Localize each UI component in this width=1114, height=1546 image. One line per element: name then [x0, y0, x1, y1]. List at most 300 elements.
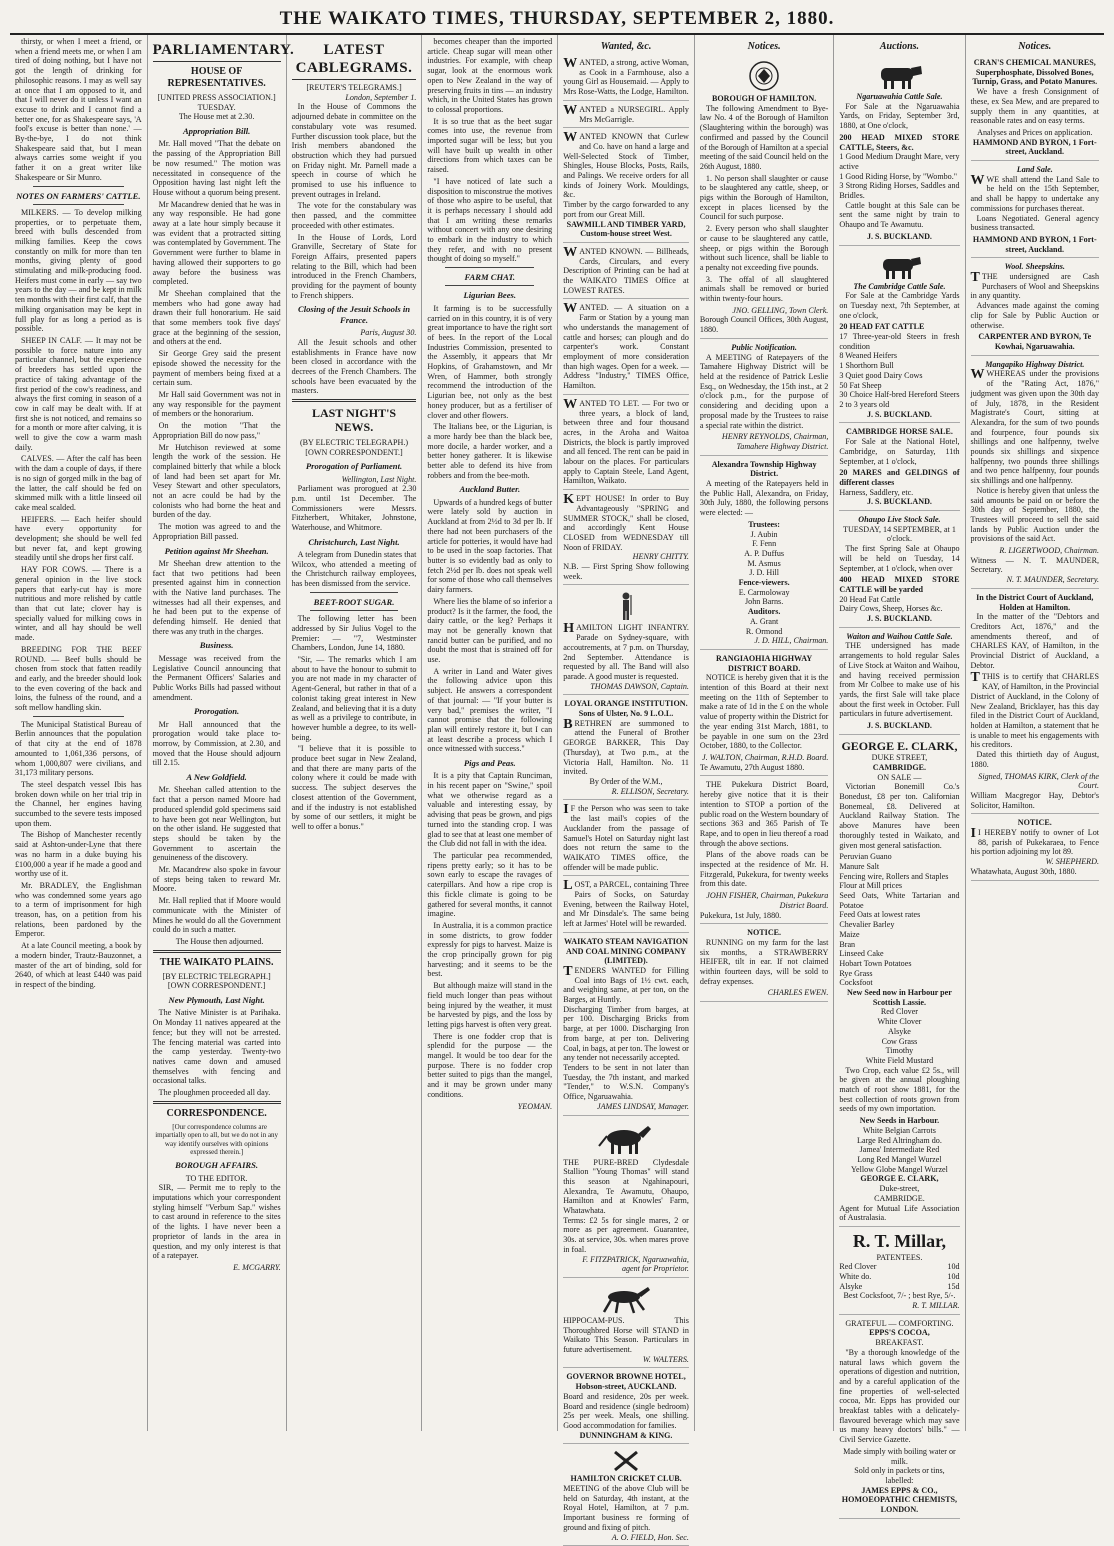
ad-signature: J. WALTON, Chairman, R.H.D. Board. [702, 753, 829, 762]
name-line: F. Fenn [752, 539, 777, 549]
byline: [UNITED PRESS ASSOCIATION.] [157, 93, 276, 102]
product-item: Alsyke [887, 1026, 911, 1036]
ad-signature: JNO. GELLING, Town Clerk. [732, 305, 829, 315]
drop-cap-k: K [563, 492, 575, 508]
drop-cap-t: T [563, 963, 573, 979]
ad-text: WE shall attend the Land Sale to be held on the 15th September, and shall be happy to undertake any commissions for purchases thereat. [970, 174, 1099, 213]
ad-text: ANTED TO LET. — For two or three years, a block of land, between three and four thousand acres, in the Aroha and Waitoa Districts, the block is partly improved and all fenced. The rent can be paid in labour on the places. For particulars apply to Captain Steele, Land Agent, Hamilton, Waikato. [563, 398, 689, 486]
ad-text: THE Pukekura District Board, hereby give notice that it is their intention to STOP a portion of the public road on the Western boundary of sections 363 and 365 Parish of Te Rape, and to open in lieu thereof a road through the above sections. [699, 780, 829, 848]
borough-seal-icon [744, 60, 784, 92]
lot-line: 200 HEAD MIXED STORE CATTLE, Steers, &c. [839, 132, 960, 152]
divider [292, 399, 417, 402]
ad-signature: Signed, THOMAS KIRK, Clerk of the Court. [978, 771, 1099, 791]
subheading: Closing of the Jesuit Schools in France. [298, 304, 410, 325]
article-text: "I believe that it is possible to produce beet sugar in New Zealand, and that there are many parts of the colony where it could be made with success. The subject deserves the closest attention of the Government, and if the industry is not established by some of our settlers, it might be well to offer a bonus." [291, 744, 417, 831]
classified-ad [563, 492, 689, 585]
ad-text: Victorian Bonemill Co.'s Bonedust, £8 per ton. Californian Bonemeal, £8. Delivered at Auckland Railway Station. The above Manures have been thoroughly tested in Waikato, and given most general satisfaction. [839, 782, 960, 850]
ad-heading: Ohaupo Live Stock Sale. [858, 515, 941, 525]
price-item: White do. [839, 1271, 872, 1281]
classified-ad [563, 301, 689, 394]
section-heading: NOTES ON FARMERS' CATTLE. [16, 190, 141, 201]
article-text: Mr. Hall moved "That the debate on the passing of the Appropriation Bill be now resumed." The motion was necessitated in consequence of the Opposition having last night left the House without a quorum being present. [152, 139, 281, 197]
article-text: The Municipal Statistical Bureau of Berlin announces that the population of that city at the end of 1878 amounted to 1,061,336 persons, of whom 1,000,807 were civilians, and 31,173 military persons. [15, 719, 142, 778]
lot-line: 1 Good Medium Draught Mare, very active [839, 152, 960, 171]
lot-line: 50 Fat Sheep [839, 380, 882, 390]
divider [445, 285, 534, 286]
classified-ad [563, 397, 689, 490]
ad-text: OST, a PARCEL, containing Three Pairs of Socks, on Saturday Evening, between the Railway Hotel, and Mr Dinsdale's. The same being left at Jarmes' Hotel will be rewarded. [563, 880, 689, 929]
article-text: Parliament was prorogued at 2.30 p.m. until 1st December. The Commissioners were Messrs. Fitzherbert, Whitaker, Johnstone, Waterhouse, and Whitmore. [291, 484, 417, 533]
article-text: The Italians bee, or the Ligurian, is a more hardy bee than the black bee, more docile, a harder worker, and a better honey gatherer. It is likewise better able to defend its hive from robbers and from the bee-moth. [427, 422, 553, 480]
article-text: BREEDING FOR THE BEEF ROUND. — Beef bulls should be chosen from stock that fatten readily and early, and the breeder should look to the even covering of the back and loins, the fulness of the round, and a soft mellow handling skin. [15, 644, 142, 713]
price-item: Alsyke [839, 1281, 863, 1291]
section-heading: LAST NIGHT'S NEWS. [311, 406, 397, 435]
article-text: The vote for the constabulary was then passed, and the committee proceeded with other estimates. [291, 201, 417, 230]
ad-text: By Order of the W.M., [589, 777, 663, 786]
article-text: The ploughmen proceeded all day. [158, 1088, 271, 1098]
article-text: Sir George Grey said the present episode showed the necessity for the payment of members being fixed at a certain sum. [152, 349, 281, 388]
name-line: M. Asmus [747, 558, 781, 568]
subheading: New Plymouth, Last Night. [168, 995, 265, 1006]
ad-text: RUNNING on my farm for the last six months, a STRAWBERRY HEIFER, tilt in ear. If not claimed within fourteen days, will be sold to defray expenses. [699, 937, 829, 986]
drop-cap-h: H [563, 621, 575, 637]
lot-line: 1 Shorthorn Bull [839, 361, 894, 371]
ad-signature: DUNNINGHAM & KING. [579, 1430, 673, 1440]
masthead [10, 6, 1104, 35]
product-item: Rye Grass [839, 968, 873, 978]
name-line: A. P. Duffus [744, 548, 785, 558]
ad-subheading: Auditors. [747, 607, 781, 617]
wool-ad [971, 260, 1099, 355]
column-6 [695, 35, 834, 1431]
article-text: At a late Council meeting, a book by a modern binder, Trautz-Bauzonnet, a master of the art of binding, sold for 2640, of which at least £440 was paid in respect of the binding. [15, 941, 142, 989]
ad-heading: HAMILTON CRICKET CLUB. [570, 1474, 682, 1484]
ad-heading: Waiton and Waihou Cattle Sale. [846, 631, 953, 641]
ad-text: Te Awamutu, 27th August 1880. [699, 762, 805, 772]
ad-subheading: BREAKFAST. [875, 1338, 924, 1348]
ad-text: ANTED, a strong, active Woman, as Cook in a Farmhouse, also a young Girl as Housemaid. — Apply to Mrs Rose-Watts, the Lodge, Hamilton. [563, 58, 689, 97]
article-text: "I have noticed of late such a disposition to misconstrue the motives of those who aspire to be useful, that it is perhaps necessary I should add that I am writing these remarks without concert with any one desiring to embark in the industry to which they refer, and with no present thought of doing so myself." [427, 176, 553, 264]
ad-heading: GEORGE E. CLARK, [841, 738, 958, 753]
lot-line: Harness, Saddlery, etc. [839, 487, 914, 497]
ad-signature: N. T. MAUNDER, Secretary. [1006, 575, 1099, 585]
ad-subheading: CAMBRIDGE. [872, 762, 927, 772]
ad-signature: SAWMILL AND TIMBER YARD, Custom-house street West. [566, 219, 686, 239]
ad-text: Analyses and Prices on application. [977, 127, 1093, 137]
article-text: All the Jesuit schools and other establishments in France have now been closed in accordance with the decrees of the French Chambers. The schools have been evacuated by the masters. [291, 337, 417, 396]
article-text: HEIFERS. — Each heifer should have every opportunity for development; she should be well fed but never fat, and kept growing steadily until she drops her first calf. [15, 514, 142, 563]
ad-subheading: New Seeds in Harbour. [859, 1116, 940, 1126]
ad-subheading: Trustees: [748, 519, 780, 529]
ad-text: A meeting of the Ratepayers held in the Public Hall, Alexandra, on Friday, 30th July, 1880, the following persons were elected: — [699, 479, 829, 518]
subheading: Ligurian Bees. [463, 290, 517, 301]
article-text: The Bishop of Manchester recently said at Ashton-under-Lyne that there was no harm in a duke buying his £100,000 a year if he made a good and worthy use of it. [15, 830, 142, 879]
lot-line: 3 Quiet good Dairy Cows [839, 370, 923, 380]
ad-heading: Ngaruawahia Cattle Sale. [856, 92, 943, 101]
ad-subheading: ON SALE — [877, 772, 922, 782]
lot-line: 30 Choice Half-bred Hereford Steers 2 to 3 years old [839, 390, 960, 409]
subheading: Christchurch, Last Night. [308, 536, 400, 547]
article-text: HAY FOR COWS. — There is a general opinion in the live stock papers that early-cut hay is more nutritious and more relished by cattle than that cut late; clover hay is specially valued for milking cows in winter, and all hay should be well made. [15, 565, 142, 643]
ad-text: NOTICE is hereby given that it is the intention of this Board at their next meeting on the 11th of September to make a rate of 1d in the £ on the whole value of property within the District for the year ending 31st March, 1881, to be payable in one sum on the 23rd October, 1880, to the Collector. [699, 673, 829, 751]
lot-line: 17 Three-year-old Steers in fresh condition [839, 332, 960, 351]
ad-heading: Alexandra Township Highway District. [711, 459, 817, 479]
article-text: It is a pity that Captain Runciman, in his recent paper on "Swine," spoil what we otherwise regard as a valuable and interesting essay, by advising that peas be grown, and pigs turned into the standing crop. I was glad to see that at least one member of the Club did not fall in with the idea. [427, 771, 553, 849]
ad-signature: CARPENTER AND BYRON, Te Kowhai, Ngaruawahia. [978, 332, 1092, 351]
lot-line: 20 Head Fat Cattle [839, 594, 901, 604]
article-text: CALVES. — After the calf has been with the dam a couple of days, if there is no sign of gorged milk in the bag of the latter, the calf should be fed on skimmed milk with a little linseed oil cake meal scalded. [15, 454, 142, 512]
column-3 [287, 35, 423, 1431]
drop-cap-l: L [563, 878, 573, 894]
product-item: Jamea' Intermediate Red [859, 1145, 940, 1155]
drop-cap-w: W [970, 172, 985, 188]
subheading: HOUSE OF REPRESENTATIVES. [167, 66, 266, 89]
classified-ad [563, 878, 689, 933]
rates-notice [971, 358, 1099, 589]
drop-cap-w: W [563, 396, 578, 412]
ad-text: MEETING of the above Club will be held on Saturday, 4th instant, at the Royal Hotel, Hamilton, at 7 p.m. Important business re forming of ground and fixing of pitch. [563, 1484, 689, 1532]
ad-heading: GOVERNOR BROWNE HOTEL, Hobson-street, AUCKLAND. [566, 1372, 686, 1392]
soldier-illustration [613, 591, 639, 621]
ad-text: "By a thorough knowledge of the natural laws which govern the operations of digestion and nutrition, and by a careful application of the fine properties of well-selected cocoa, Mr. Epps has provided our breakfast tables with a delicately-flavoured beverage which may save us many heavy doctors' bills." — Civil Service Gazette. [839, 1347, 960, 1445]
subheading: Business. [199, 640, 234, 651]
ad-signature: J. S. BUCKLAND. [866, 497, 932, 507]
ad-text: Discharging Timber from barges, at per 100. Discharging Bricks from barge, at per 1000. Discharging Iron from barge, at per ton. Delivering Coal, in bags, at per ton. The lowest or any tender not necessarily accepted. [563, 1004, 689, 1063]
ad-heading: NOTICE. [747, 928, 782, 938]
product-item: Seed Oats, White Tartarian and Potatoe [839, 891, 960, 910]
signature: E. MCGARRY. [233, 1262, 281, 1272]
product-item: Cow Grass [881, 1036, 918, 1046]
ad-heading: Public Notification. [731, 342, 797, 352]
ad-text: 2. Every person who shall slaughter or cause to be slaughtered any cattle, sheep, or pigs within the Borough without such licence, shall be liable to a penalty not exceeding five pounds. [699, 224, 829, 272]
ad-signature: W. WALTERS. [642, 1354, 689, 1364]
ad-heading: CAMBRIDGE HORSE SALE. [846, 427, 953, 437]
article-text: The steel despatch vessel Ibis has broken down while on her trial trip in the Channel, her engines having succumbed to the severe tests imposed upon them. [15, 779, 142, 828]
ad-signature: R. T. MILLAR. [912, 1301, 960, 1311]
article-text: thirsty, or when I meet a friend, or when a friend meets me, or when I am tired of doing nothing, but I have not got the length of drinking for philosophic reasons. I may as well say at once that I am opposed to it, and that I will never do it unless I want an excuse to drink and I cannot find a better one, for as Shakespeare says, 'A fool's excuse is better than none.' — By-the-bye, I do not think Shakespeare said that, but I mean always carries some weight if you father it on a great writer like Shakespeare or Sir Munro. [15, 37, 142, 182]
ad-signature: F. FITZPATRICK, Ngaruawahia, agent for Proprietor. [582, 1254, 689, 1274]
ad-text: Tenders to be sent in not later than Tuesday, the 7th instant, and marked "Tender," to W.S.N. Company's Office, Ngaruawahia. [563, 1062, 689, 1102]
name-line: John Barns. [745, 597, 784, 607]
ad-text: ENDERS WANTED for Filling Coal into Bags of 1½ cwt. each, and weighing same, at per ton, on the Barges, at Huntly. [563, 965, 689, 1005]
ad-signature: Duke-street, [879, 1184, 920, 1194]
lot-line: 20 MARES and GELDINGS of different classes [839, 468, 960, 487]
ad-text: A MEETING of Ratepayers of the Tamahere Highway District will be held at the residence of Patrick Leslie Esq., on Wednesday, the 15th inst., at 2 o'clock p.m., for the purpose of considering and deciding upon a proposal made by the Trustees to raise a special rate within the district. [699, 352, 829, 430]
article-text: Mr. BRADLEY, the Englishman who was condemned some years ago to a term of imprisonment for high treason, has, on a petition from his relations, been pardoned by the Emperor. [15, 880, 142, 939]
section-heading: Notices. [1018, 41, 1052, 52]
ad-heading: LOYAL ORANGE INSTITUTION. [564, 699, 688, 709]
ad-text: Board and residence, 20s per week. Board and residence (single bedroom) 25s per week. Meals, one shilling. Good accommodation for families. [563, 1391, 689, 1430]
ad-text: Advances made against the coming clip for Sale by Public Auction or otherwise. [970, 301, 1099, 330]
dateline: The House met at 2.30. [178, 112, 255, 122]
ad-heading: R. T. Millar, [852, 1230, 947, 1251]
classified-ad [563, 245, 689, 300]
section-heading: FARM CHAT. [464, 272, 516, 283]
article-text: Upwards of a hundred kegs of butter were lately sold by auction in Auckland at from 2½d to 3d per lb. If there had not been purchasers of the article for potteries, it would have had to be used in the soap factories. That butter is so evidently bad as only to fetch 2½d per lb. does not speak well for some of those who call themselves dairy farmers. [427, 497, 553, 595]
ad-text: RETHREN are summoned to attend the Funeral of Brother GEORGE BARKER, This Day (Thursday), at Two p.m., at the Victoria Hall, Hamilton. No. 11 invited. [563, 718, 689, 777]
ad-text: F the Person who was seen to take the last mail's copies of the Aucklander from the passage of Samuel's Hotel on Saturday night last does not return the same to the WAIKATO TIMES office, the offender will be made public. [563, 804, 689, 872]
drop-cap-w: W [563, 244, 578, 260]
article-text: Mr. Macandrew also spoke in favour of steps being taken to reward Mr. Moore. [152, 865, 281, 894]
product-item: Flour at Mill prices [839, 881, 903, 891]
horse-illustration [596, 1122, 656, 1156]
section-heading: Auctions. [879, 41, 920, 52]
lot-line: 400 HEAD MIXED STORE CATTLE will be yarded [839, 575, 960, 594]
product-item: Red Clover [880, 1007, 918, 1017]
article-text: It farming is to be successfully carried on in this country, it is of very great importance to have the right sort of bees. In the report of the Local Industries Commission, presented to the Assembly, it appears that Mr Hopkins, of Grahamstown, and Mr Wren, of Hammer, both strongly recommend the introduction of the Ligurian bee, not only as the best honey producer, but as a fertiliser of clover and other flowers. [427, 303, 553, 420]
article-text: The House then adjourned. [175, 937, 264, 946]
dateline: Paris, August 30. [360, 328, 417, 338]
ad-subheading: New Seed now in Harbour per Scottish Lassie. [847, 988, 952, 1007]
byline: [REUTER'S TELEGRAMS.] [306, 83, 402, 92]
drop-cap-w: W [563, 102, 578, 118]
product-item: Feed Oats at lowest rates [839, 910, 921, 920]
ad-text: 3. The offal of all slaughtered animals shall be removed or buried within twenty-four hours. [699, 274, 829, 304]
ad-heading: RANGIAOHIA HIGHWAY DISTRICT BOARD. [716, 653, 813, 673]
hotel-ad [563, 1370, 689, 1444]
divider [310, 592, 399, 593]
subheading: Petition against Mr Sheehan. [164, 545, 269, 556]
byline: (BY ELECTRIC TELEGRAPH.) [299, 437, 409, 447]
divider [33, 186, 124, 187]
product-item: Bran [839, 939, 856, 949]
fence-notice [971, 816, 1099, 880]
article-text: But although maize will stand in the field much longer than peas without being injured by the weather, it must be harvested by pigs, and the loss by letting pigs harvest is often very great. [427, 981, 553, 1029]
ad-text: Terms: £2 5s for single mares, 2 or more as per agreement. Guarantee, 30s. at service, 30s. when mares prove in foal. [563, 1215, 689, 1254]
subheading: Appropriation Bill. [182, 126, 251, 137]
bylaw-notice [700, 56, 828, 339]
ad-text: Best Cocksfoot, 7/- ; best Rye, 5/-. [843, 1291, 956, 1301]
ad-text: In the matter of the "Debtors and Creditors Act, 1876," and the amendments thereof, and of CHARLES KAY, of Hamilton, in the Provincial District of Auckland, a Debtor. [970, 612, 1099, 670]
price-row [839, 1272, 959, 1282]
column-4 [422, 35, 558, 1431]
auction-ad [839, 513, 959, 628]
article-text: The following letter has been addressed by Sir Julius Vogel to the Premier: — "7, Westminster Chambers, London, June 14, 1880. [291, 614, 417, 653]
drop-cap-t: T [970, 270, 980, 286]
product-item: Timothy [885, 1046, 914, 1056]
divider [33, 204, 124, 205]
article-text: There is one fodder crop that is splendid for the purpose — the mangel. It would be too dear for the purpose. There is no fodder crop better suited to pigs than the mangel, and it may be grown under many conditions. [427, 1031, 553, 1099]
ad-heading: Sons of Ulster, No. 9 L.O.L. [578, 709, 674, 719]
ad-text: ANTED KNOWN. — Billheads, Cards, Circulars, and every Description of Printing can be had at the WAIKATO TIMES Office at LOWEST RATES. [563, 246, 689, 295]
editorial-note: [Our correspondence columns are impartially open to all, but we do not in any way identify ourselves with opinions expressed therein.] [155, 1122, 279, 1156]
ad-signature: HAMMOND AND BYRON, 1 Fort-street, Auckland. [972, 234, 1097, 254]
product-item: Maize [839, 929, 860, 939]
section-heading: PARLIAMENTARY. [153, 41, 281, 62]
column-2 [148, 35, 295, 1431]
lot-line: 1 Good Riding Horse, by "Wombo." [839, 171, 958, 181]
ad-subheading: GRATEFUL — COMFORTING. [845, 1318, 954, 1328]
ad-text: Agent for Mutual Life Association of Australasia. [839, 1203, 960, 1223]
ad-text: William Macgregor Hay, Debtor's Solicitor, Hamilton. [970, 790, 1099, 810]
article-text: "Sir, — The remarks which I am about to have the honour to submit to you are not made in my character of Agent-General, but rather in that of a colonist taking great interest in New Zealand, and believing that it is a duty as well as a privilege to contribute, in however humble a degree, to its well-being. [291, 654, 417, 742]
ad-text: ANTED KNOWN that Curlew and Co. have on hand a large and Well-Selected Stock of Timber, Shingles, House Blocks, Posts, Rails, and Palings. We receive orders for all kinds of Joinery Work. Mouldings, &c. [563, 132, 689, 200]
ad-text: Loans Negotiated. General agency business transacted. [970, 213, 1099, 233]
ad-text: Pukekura, 1st July, 1880. [699, 910, 782, 920]
signature: YEOMAN. [517, 1101, 553, 1111]
article-text: Message was received from the Legislative Council announcing that the Permanent Officers' Salaries and Public Works Bills had passed without amendment. [152, 653, 281, 702]
ad-signature: JAMES EPPS & CO., HOMOEOPATHIC CHEMISTS, LONDON. [841, 1485, 958, 1515]
cattle-illustration [871, 252, 927, 280]
article-text: In Australia, it is a common practice in some districts, to grow fodder expressly for pigs to harvest. Maize is the crop principally grown for pig harvesting; and it seems to be the best. [427, 920, 553, 979]
product-item: Cocksfoot [839, 978, 873, 988]
ad-text: EPT HOUSE! In order to Buy Advantageously "SPRING and SUMMER STOCK," shall be closed, and accordingly Kent House CLOSED from WEDNESDAY till Noon of FRIDAY. [563, 494, 689, 552]
ad-text: Borough Council Offices, 30th August, 1880. [699, 315, 829, 335]
article-text: Mr Hall announced that the prorogation would take place to-morrow, by Commission, at 2.30, and moved that the House should adjourn till 2.15. [152, 719, 281, 768]
auction-ad [839, 56, 959, 246]
bull-illustration [871, 60, 927, 90]
dateline: Wellington, Last Night. [341, 474, 417, 484]
classified-ad [563, 587, 689, 695]
dateline: TUESDAY. [197, 102, 236, 112]
lot-line: 20 HEAD FAT CATTLE [839, 322, 925, 332]
ad-text: THIS is to certify that CHARLES KAY, of Hamilton, in the Provincial District of Auckland, in the Colony of New Zealand, Bricklayer, has this day filed in the District Court of Auckland, holden at Hamilton, a statement that he is unable to meet his engagements with his creditors. [970, 672, 1099, 750]
lot-line: 3 Strong Riding Horses, Saddles and Bridles. [839, 181, 960, 201]
ad-text: We have a fresh Consignment of these, ex Sea Mew, and are prepared to supply them in any quantities, at reasonable rates and on easy terms. [970, 87, 1099, 126]
product-item: Peruvian Guano [839, 852, 892, 862]
column-5 [558, 35, 695, 1542]
dateline: London, September 1. [345, 92, 417, 102]
public-notice [700, 341, 828, 456]
ad-signature: HENRY CHITTY. [632, 552, 689, 562]
seed-price-ad [839, 1229, 959, 1315]
ad-signature: CHARLES EWEN. [767, 988, 829, 998]
drop-cap-i: I [970, 826, 976, 842]
ad-signature: GEORGE E. CLARK, [860, 1174, 939, 1184]
product-item: Linseed Cake [839, 949, 884, 959]
salutation: TO THE EDITOR. [185, 1173, 248, 1183]
article-text: Mr. Sheehan called attention to the fact that a person named Moore had produced splendid gold specimens said to have been got near Wellington, but on the other island. He suggested that steps should be taken by the Government to ascertain the genuineness of the discovery. [152, 785, 281, 863]
lodge-notice [563, 697, 689, 800]
article-text: Mr Hutchison reviewed at some length the work of the session. He complained bitterly that while a block of land had been set apart for Mr. Vesey Stewart and other speculators, not an acre could be had by the colonists who had borne the heat and burden of the day. [152, 442, 281, 520]
ad-text: Sold only in packets or tins, labelled: [854, 1466, 945, 1485]
ad-heading: Land Sale. [1016, 165, 1053, 175]
ad-text: AMILTON LIGHT INFANTRY. Parade on Sydney-square, with accoutrements, at 7 p.m. on Thursday, 2nd September. Attendance is requested by all. The Band will also parade. A good muster is requested. [563, 623, 689, 681]
subheading: Prorogation of Parliament. [305, 461, 403, 472]
ad-signature: CAMBRIDGE. [874, 1193, 925, 1203]
byline: [BY ELECTRIC TELEGRAPH.] [162, 971, 271, 981]
ad-signature: J. S. BUCKLAND. [866, 721, 932, 731]
classified-ad [563, 56, 689, 101]
ad-heading: NOTICE. [1017, 818, 1052, 828]
ad-text: I HEREBY notify to owner of Lot 88, parish of Pukekaraea, to Fence his portion adjoining my lot 89. [970, 828, 1099, 857]
price-value: 10d [947, 1271, 960, 1281]
ad-text: N.B. — First Spring Show following week. [563, 562, 689, 581]
ad-subheading: Fence-viewers. [738, 578, 790, 588]
drop-cap-w: W [563, 130, 578, 146]
election-notice [700, 458, 828, 650]
court-notice [971, 591, 1099, 814]
article-text: Mr Macandrew denied that he was in any way responsible. He had gone away at a late hour simply because it was evident that a protracted sitting was contemplated by Government. The Government were further to blame in having allowed their supporters to go away before the business was completed. [152, 199, 281, 287]
product-item: White Clover [877, 1017, 922, 1027]
price-row [839, 1262, 959, 1272]
manure-ad [971, 56, 1099, 161]
column-8 [966, 35, 1104, 1431]
ad-text: Dated this thirtieth day of August, 1880. [970, 750, 1099, 769]
classified-ad [563, 802, 689, 876]
ad-text: ANTED a NURSEGIRL. Apply Mrs McGarrigle. [579, 104, 689, 124]
rate-notice [700, 652, 828, 776]
drop-cap-i: I [563, 802, 569, 818]
stallion-ad [563, 1118, 689, 1278]
ad-signature: W. SHEPHERD. [1045, 857, 1099, 867]
name-line: J. Aubin [750, 529, 778, 539]
name-line: R. Ormond [745, 626, 783, 636]
article-text: The motion was agreed to and the Appropriation Bill passed. [152, 522, 281, 541]
product-item: Hobart Town Potatoes [839, 958, 912, 968]
columns [10, 35, 1104, 1542]
drop-cap-w: W [563, 56, 578, 71]
article-text: MILKERS. — To develop milking properties, or to perpetuate them, breed with bulls descended from milking families. Keep the cows constantly on milk for more than ten months, giving plenty of good stimulating and milk-producing food. Heifers must come in early — say two years to the day — and be kept in milk ten months with their first calf, that the milking organisation may be kept in full play for as long a period as is possible. [15, 207, 142, 334]
ad-text: Made simply with boiling water or milk. [843, 1446, 956, 1466]
subheading: Auckland Butter. [459, 484, 521, 495]
ad-text: Two Crop, each value £2 5s., will be given at the annual ploughing match of root show 1881, for the best collection of roots grown from seeds of my own importation. [839, 1065, 960, 1114]
merchant-ad [839, 737, 959, 1227]
ad-subheading: DUKE STREET, [871, 753, 928, 763]
ad-text: TUESDAY, 14 SEPTEMBER, at 1 o'clock. [843, 524, 956, 544]
land-sale-ad [971, 163, 1099, 258]
subheading: Prorogation. [194, 706, 240, 717]
column-1 [10, 35, 148, 1431]
price-value: 10d [947, 1262, 960, 1272]
article-text: Mr Hall said Government was not in any way responsible for the payment of members or the honorarium. [152, 390, 281, 419]
racehorse-illustration [596, 1284, 656, 1314]
byline: [OWN CORRESPONDENT.] [305, 447, 403, 457]
subheading: BOROUGH AFFAIRS. [175, 1160, 259, 1171]
article-text: becomes cheaper than the imported article. Cheap sugar will mean other industries. For example, with cheap sugar, look at the enormous work open to New Zealand in the way of preserving fruits in tins — an industry which, in the United States has grown to colossal proportions. [427, 37, 553, 114]
article-text: On the motion "That the Appropriation Bill do now pass," [152, 421, 281, 440]
subheading: Pigs and Peas. [463, 758, 516, 769]
ad-heading: The Cambridge Cattle Sale. [853, 281, 946, 291]
auction-ad [839, 248, 959, 424]
cocoa-ad [839, 1317, 959, 1519]
price-value: 15d [947, 1281, 960, 1291]
club-notice [563, 1446, 689, 1546]
tender-notice [563, 935, 689, 1116]
stallion-ad [563, 1280, 689, 1369]
ad-text: Notice is hereby given that unless the said amounts be paid on or before the 30th day of September, 1880, the Trustees will proceed to sell the said lands by Public Auction under the provisions of the said Act. [970, 485, 1099, 544]
ad-text: THE PURE-BRED Clydesdale Stallion "Young Thomas" will stand this season at Ngahinapouri, Alexandra, Te Awamutu, Ohaupo, Hamilton and at Knowles' Farm, Whatawhata. [563, 1157, 689, 1216]
ad-signature: J. D. HILL, Chairman. [754, 636, 829, 646]
ad-text: Plans of the above roads can be inspected at the residence of Mr. H. Fitzgerald, Pukekura, for twenty weeks from this date. [699, 850, 829, 889]
name-line: A. Grant [749, 616, 779, 626]
classified-ad [563, 103, 689, 128]
newspaper-page [10, 6, 1104, 1542]
drop-cap-w: W [563, 301, 578, 317]
section-heading: BEET-ROOT SUGAR. [313, 596, 395, 607]
product-item: Yellow Globe Mangel Wurzel [850, 1164, 948, 1174]
article-text: It is so true that as the beet sugar comes into use, the revenue from imported sugar will be less; but you will have built up wealth in other directions from which taxes can be raised. [427, 116, 553, 175]
ad-signature: J. S. BUCKLAND. [866, 231, 932, 241]
article-text: The Native Minister is at Parihaka. On Monday 11 natives appeared at the fence; but they will not be arrested. The fencing material was carted into the camp yesterday. Twenty-two natives came down and amused themselves with fencing and occasional talks. [152, 1008, 281, 1086]
auction-ad [839, 425, 959, 511]
section-heading: THE WAIKATO PLAINS. [159, 956, 274, 968]
ad-text: For Sale at the National Hotel, Cambridge, on Saturday, 11th September, at 1 o'clock, [839, 437, 960, 466]
price-row [839, 1282, 959, 1292]
article-text: Where lies the blame of so inferior a product? Is it the farmer, the food, the dairy cattle, or the keg? Perhaps it may not be generally known that rancid butter can be purified, and no doubt the most that is strained off for use. [427, 596, 553, 665]
ad-heading: CRAN'S CHEMICAL MANURES, [973, 58, 1096, 67]
product-item: Manure Salt [839, 861, 880, 871]
divider [153, 950, 281, 953]
drop-cap-w: W [970, 367, 985, 383]
name-line: J. D. Hill [749, 568, 779, 578]
ad-text: The following Amendment to Bye-law No. 4 of the Borough of Hamilton (Slaughtering within the borough) was confirmed and passed by the Council of the Borough of Hamilton at a special meeting of the said Council held on the 26th August, 1880. [699, 103, 829, 171]
ad-text: Timber by the cargo forwarded to any port from our Great Mill. [563, 200, 689, 219]
subheading: A New Goldfield. [186, 772, 247, 783]
ad-signature: JAMES LINDSAY, Manager. [597, 1101, 689, 1111]
product-item: White Belgian Carrots [863, 1125, 936, 1135]
article-text: The particular pea recommended, ripens pretty early; so it has to be sown early to escape the ravages of caterpillars. And how a ripe crop is this fickle climate is going to be gathered for several months, it cannot imagine. [427, 850, 553, 919]
